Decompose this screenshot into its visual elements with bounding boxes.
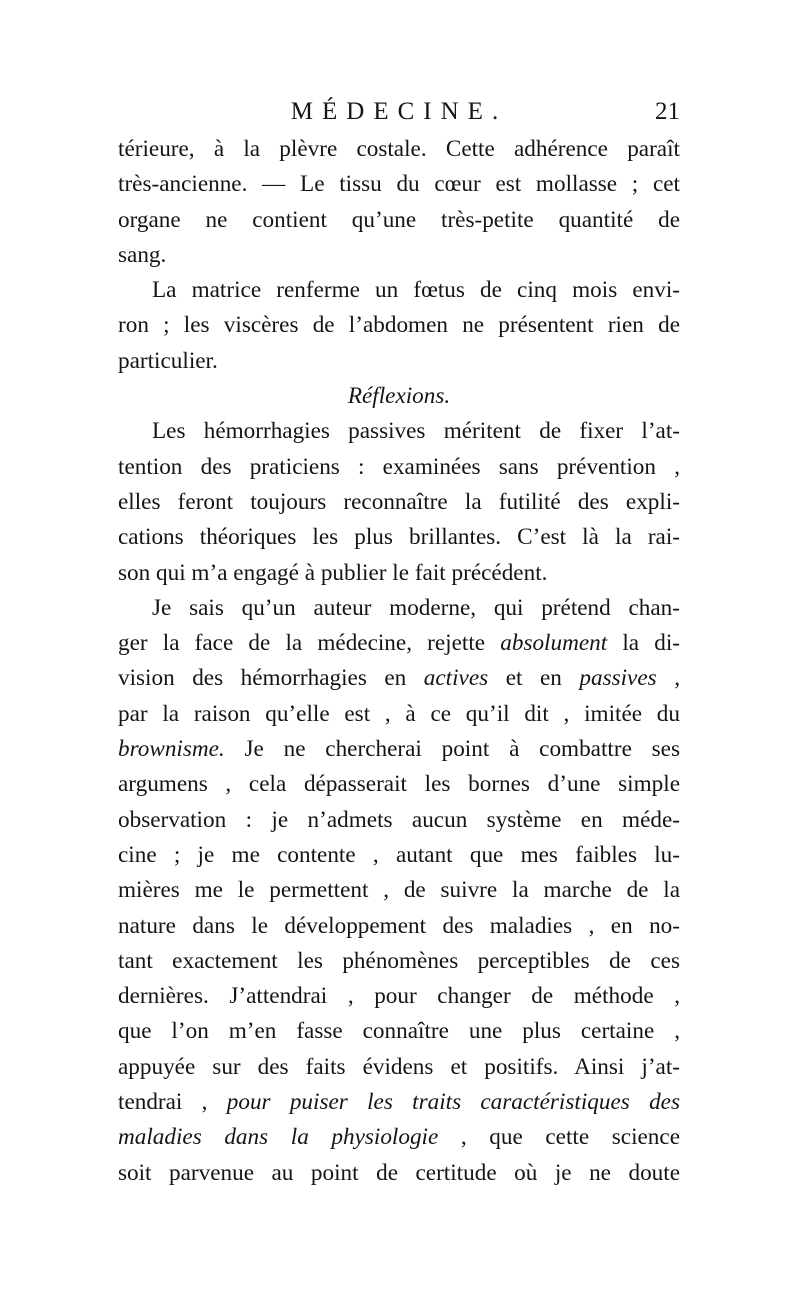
text-line: Les hémorrhagies passives méritent de fixer l’at-	[152, 418, 680, 445]
text-line: tention des praticiens : examinées sans prévention ,	[118, 453, 680, 480]
italic-text: pour puiser les traits caractéristiques des	[226, 1089, 680, 1116]
text-run: Je ne chercherai point à combattre ses	[224, 736, 680, 763]
text-line: appuyée sur des faits évidens et positifs. Ainsi j’at-	[118, 1053, 680, 1080]
running-title: MÉDECINE.	[290, 98, 508, 125]
text-run: ger la face de la médecine, rejette	[118, 630, 501, 657]
text-line: sang.	[118, 241, 167, 268]
text-line: par la raison qu’elle est , à ce qu’il dit , imitée du	[118, 700, 680, 727]
text-line	[118, 626, 680, 661]
text-line: très-ancienne. — Le tissu du cœur est mollasse ; cet	[118, 171, 680, 198]
italic-text: absolument	[500, 630, 608, 657]
text-line: observation : je n’admets aucun système en méde-	[118, 806, 680, 833]
page-header	[118, 92, 680, 132]
text-line	[118, 732, 680, 767]
text-line: Je sais qu’un auteur moderne, qui prétend chan-	[152, 594, 680, 621]
text-line: ron ; les viscères de l’abdomen ne présentent rien de	[118, 312, 680, 339]
text-line: cations théoriques les plus brillantes. C’est là la rai-	[118, 524, 680, 551]
italic-text: maladies dans la physiologie	[118, 1124, 439, 1151]
text-line: organe ne contient qu’une très-petite quantité de	[118, 206, 680, 233]
text-line: nature dans le développement des maladies , en no-	[118, 912, 680, 939]
text-run: ,	[656, 665, 680, 692]
italic-text: actives	[423, 665, 489, 692]
section-heading: Réflexions.	[347, 383, 451, 410]
text-line: dernières. J’attendrai , pour changer de méthode ,	[118, 983, 680, 1010]
text-run: vision des hémorrhagies en	[118, 665, 424, 692]
text-line	[118, 1085, 680, 1120]
text-line	[118, 661, 680, 696]
text-line: térieure, à la plèvre costale. Cette adhérence paraît	[118, 136, 680, 162]
text-run: tendrai ,	[118, 1089, 227, 1116]
text-run: la di-	[607, 630, 680, 657]
text-line: mières me le permettent , de suivre la marche de la	[118, 877, 680, 904]
body-text	[118, 132, 680, 1191]
text-line: elles feront toujours reconnaître la futilité des expli-	[118, 488, 680, 515]
text-run: et en	[488, 665, 580, 692]
text-line: particulier.	[118, 347, 218, 374]
text-line	[118, 1120, 680, 1155]
text-line: argumens , cela dépasserait les bornes d’une simple	[118, 771, 680, 798]
text-line: que l’on m’en fasse connaître une plus certaine ,	[118, 1018, 680, 1045]
text-line: cine ; je me contente , autant que mes faibles lu-	[118, 841, 680, 868]
text-line: tant exactement les phénomènes perceptibles de ces	[118, 947, 680, 974]
text-run: , que cette science	[438, 1124, 680, 1151]
italic-text: passives	[579, 665, 657, 692]
text-line: La matrice renferme un fœtus de cinq mois envi-	[152, 277, 680, 304]
text-line: soit parvenue au point de certitude où je ne doute	[118, 1159, 680, 1186]
text-line: son qui m’a engagé à publier le fait précédent.	[118, 559, 548, 586]
italic-text: brownisme.	[118, 736, 225, 763]
page-number: 21	[655, 98, 680, 125]
